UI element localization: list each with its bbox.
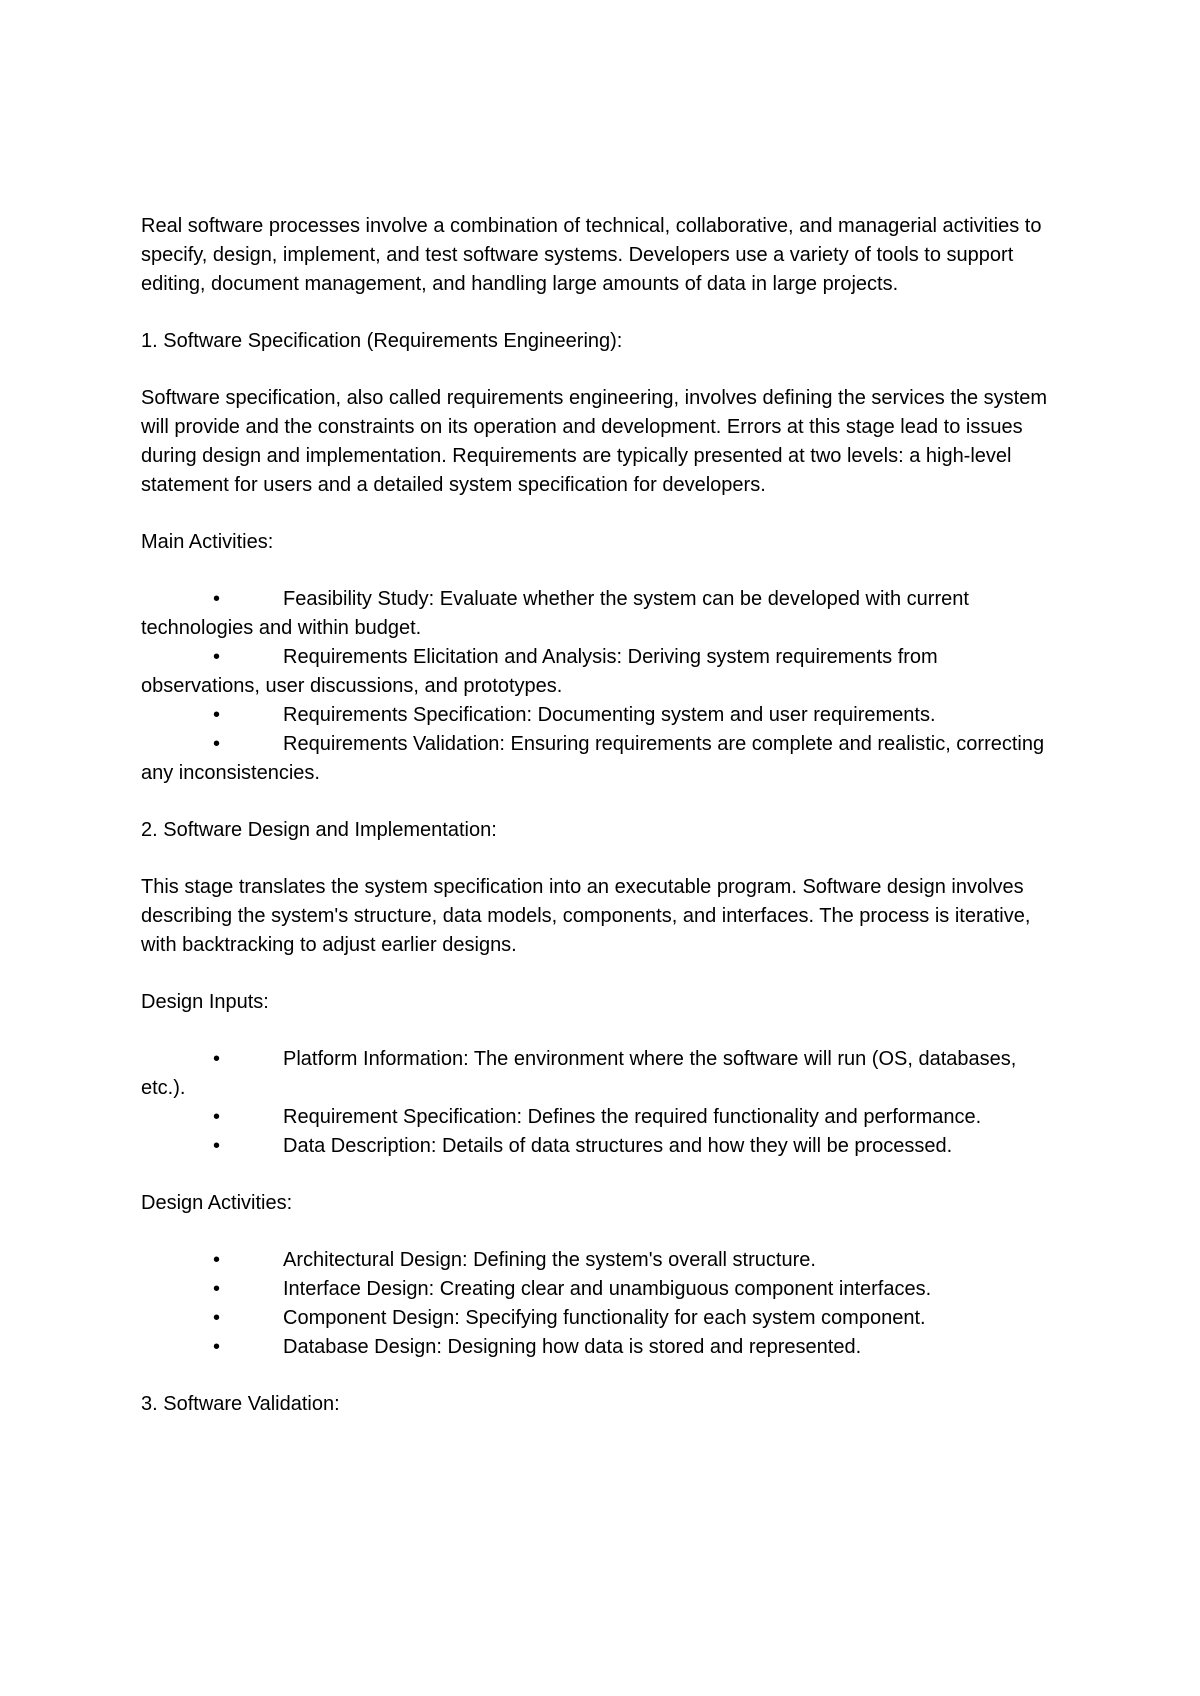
section-1-heading: 1. Software Specification (Requirements Engineering):: [141, 330, 623, 352]
intro-paragraph: Real software processes involve a combination of technical, collaborative, and managerial activities to specify, design, implement, and test software systems. Developers use a variety of tools to support editing, document management, and handling large amounts of data in large projects.: [141, 215, 1042, 295]
bullet-icon: •: [213, 1307, 221, 1329]
main-activities-list: [141, 585, 1061, 788]
bullet-icon: •: [213, 1336, 221, 1358]
bullet-icon: •: [213, 588, 221, 610]
list-item-text: Requirements Validation: Ensuring requirements are complete and realistic, correcting any inconsistencies.: [141, 733, 1045, 784]
list-item-text: Database Design: Designing how data is stored and represented.: [283, 1336, 862, 1358]
bullet-icon: •: [213, 1135, 221, 1157]
design-activities-list: [141, 1246, 1061, 1362]
section-2-paragraph: This stage translates the system specification into an executable program. Software design involves describing the system's structure, data models, components, and interfaces. The process is iterative, with backtracking to adjust earlier designs.: [141, 876, 1031, 956]
list-item: [141, 730, 1061, 788]
list-item-text: Architectural Design: Defining the system's overall structure.: [283, 1249, 816, 1271]
list-item: [141, 1045, 1061, 1103]
list-item-text: Feasibility Study: Evaluate whether the system can be developed with current technologies and within budget.: [141, 588, 969, 639]
main-activities-title: Main Activities:: [141, 531, 274, 553]
list-item-text: Platform Information: The environment where the software will run (OS, databases, etc.).: [141, 1048, 1017, 1099]
list-item-text: Interface Design: Creating clear and unambiguous component interfaces.: [283, 1278, 932, 1300]
list-item: [141, 1275, 1061, 1304]
list-item-text: Requirements Specification: Documenting system and user requirements.: [283, 704, 936, 726]
list-item: [141, 701, 1061, 730]
design-activities-title: Design Activities:: [141, 1192, 293, 1214]
section-3-heading: 3. Software Validation:: [141, 1393, 340, 1415]
design-inputs-title: Design Inputs:: [141, 991, 269, 1013]
design-inputs-list: [141, 1045, 1061, 1161]
list-item-text: Requirements Elicitation and Analysis: Deriving system requirements from observations, user discussions, and prototypes.: [141, 646, 938, 697]
bullet-icon: •: [213, 1278, 221, 1300]
list-item: [141, 643, 1061, 701]
list-item-text: Data Description: Details of data structures and how they will be processed.: [283, 1135, 953, 1157]
bullet-icon: •: [213, 1249, 221, 1271]
document-body: [141, 212, 1061, 1447]
list-item: [141, 1333, 1061, 1362]
section-2-heading: 2. Software Design and Implementation:: [141, 819, 497, 841]
bullet-icon: •: [213, 704, 221, 726]
list-item: [141, 1103, 1061, 1132]
list-item: [141, 1304, 1061, 1333]
bullet-icon: •: [213, 1048, 221, 1070]
section-1-paragraph: Software specification, also called requirements engineering, involves defining the services the system will provide and the constraints on its operation and development. Errors at this stage lead to issues during design and implementation. Requirements are typically presented at two levels: a high-level statement for users and a detailed system specification for developers.: [141, 387, 1048, 496]
bullet-icon: •: [213, 1106, 221, 1128]
bullet-icon: •: [213, 646, 221, 668]
list-item: [141, 1246, 1061, 1275]
list-item: [141, 1132, 1061, 1161]
list-item-text: Requirement Specification: Defines the required functionality and performance.: [283, 1106, 982, 1128]
list-item: [141, 585, 1061, 643]
list-item-text: Component Design: Specifying functionality for each system component.: [283, 1307, 926, 1329]
bullet-icon: •: [213, 733, 221, 755]
